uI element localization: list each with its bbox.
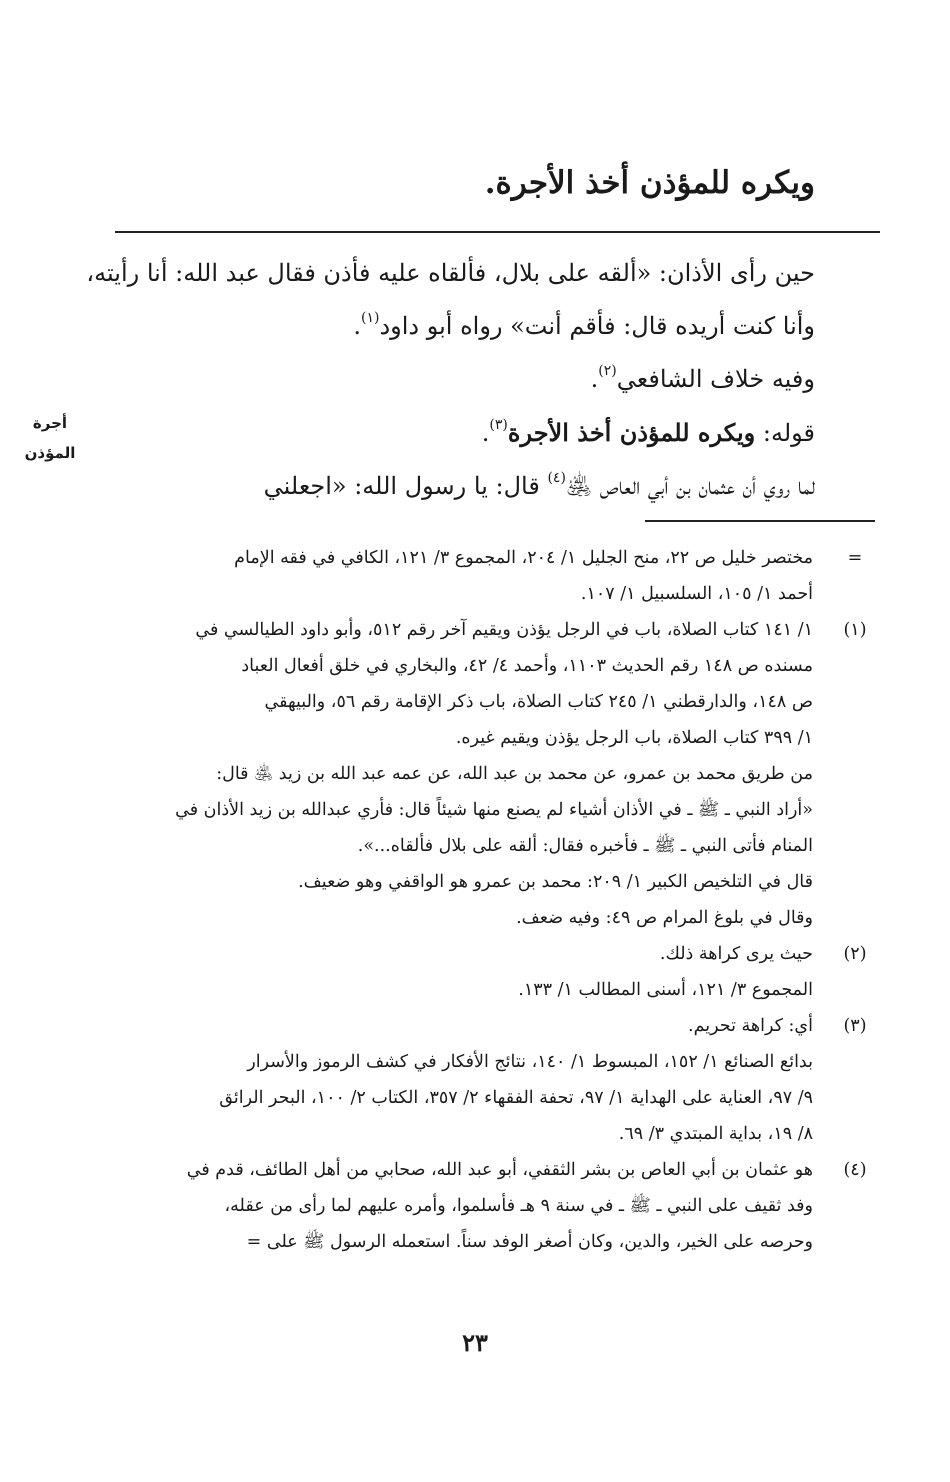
footnote-ref-4[interactable]: (٤) — [547, 470, 566, 486]
body-line-3 — [75, 353, 815, 406]
footnote-divider — [645, 520, 875, 522]
footnote-continuation — [75, 540, 875, 612]
footnote-line: وفد ثقيف على النبي ـ ﷺ ـ في سنة ٩ هـ فأسلموا، وأمره عليهم لما رأى من عقله، — [224, 1196, 813, 1216]
footnote-line: المنام فأتى النبي ـ ﷺ ـ فأخبره فقال: ألقه على بلال فألقاه...». — [357, 836, 813, 856]
footnote-line: ٨/ ١٩، بداية المبتدي ٣/ ٦٩. — [618, 1124, 813, 1144]
footnote-line: قال في التلخيص الكبير ١/ ٢٠٩: محمد بن عمرو هو الواقفي وهو ضعيف. — [298, 872, 813, 892]
footnote-line: أحمد ١/ ١٠٥، السلسبيل ١/ ١٠٧. — [580, 584, 813, 604]
footnote-2 — [75, 936, 875, 1008]
body-line-4 — [75, 406, 815, 460]
main-text — [75, 247, 815, 513]
footnote-line: وقال في بلوغ المرام ص ٤٩: وفيه ضعف. — [516, 908, 813, 928]
body-line-5-end: قال: يا رسول الله: «اجعلني — [263, 472, 548, 500]
body-line-2-end: . — [353, 312, 361, 340]
footnote-line: المجموع ٣/ ١٢١، أسنى المطالب ١/ ١٣٣. — [518, 980, 813, 1000]
header-divider — [115, 231, 880, 233]
footnote-line: مسنده ص ١٤٨ رقم الحديث ١١٠٣، وأحمد ٤/ ٤٢، والبخاري في خلق أفعال العباد — [241, 656, 813, 676]
matn-heading: ويكره للمؤذن أخذ الأجرة — [507, 418, 756, 447]
footnote-line: ١/ ١٤١ كتاب الصلاة، باب في الرجل يؤذن ويقيم آخر رقم ٥١٢، وأبو داود الطيالسي في — [195, 620, 813, 640]
footnote-ref-2[interactable]: (٢) — [598, 363, 617, 379]
body-line-4-prefix: قوله: — [755, 419, 815, 447]
footnote-line: من طريق محمد بن عمرو، عن محمد بن عبد الله، عن عمه عبد الله بن زيد ﵁ قال: — [216, 764, 813, 784]
footnote-line: مختصر خليل ص ٢٢، منح الجليل ١/ ٢٠٤، المجموع ٣/ ١٢١، الكافي في فقه الإمام — [234, 548, 813, 568]
body-line-2 — [75, 300, 815, 353]
footnote-line: ٩/ ٩٧، العناية على الهداية ١/ ٩٧، تحفة الفقهاء ٢/ ٣٥٧، الكتاب ٢/ ١٠٠، البحر الرائق — [219, 1088, 813, 1108]
body-line-1: حين رأى الأذان: «ألقه على بلال، فألقاه عليه فأذن فقال عبد الله: أنا رأيته، — [86, 259, 815, 287]
footnote-line: بدائع الصنائع ١/ ١٥٢، المبسوط ١/ ١٤٠، نتائج الأفكار في كشف الرموز والأسرار — [247, 1052, 813, 1072]
footnote-1-mark: (١) — [843, 620, 867, 640]
footnote-4 — [75, 1152, 875, 1260]
footnotes — [75, 540, 875, 1260]
footnote-1 — [75, 612, 875, 936]
footnote-3-mark: (٣) — [843, 1016, 867, 1036]
body-line-4-end: . — [481, 419, 490, 447]
body-line-5 — [75, 460, 815, 513]
margin-note-line1: أجرة — [32, 414, 68, 432]
margin-note-line2: المؤذن — [24, 444, 76, 462]
body-line-2-text: وأنا كنت أريده قال: فأقم أنت» رواه أبو داود — [379, 312, 815, 340]
footnote-line: وحرصه على الخير، والدين، وكان أصغر الوفد سناً. استعمله الرسول ﷺ على = — [246, 1232, 813, 1252]
footnote-line: هو عثمان بن أبي العاص بن بشر الثقفي، أبو عبد الله، صحابي من أهل الطائف، قدم في — [186, 1160, 813, 1180]
footnote-4-mark: (٤) — [843, 1160, 867, 1180]
body-line-5-text: لما روي أن عثمان بن أبي العاص ﵁ — [565, 472, 815, 500]
body-line-3-text: وفيه خلاف الشافعي — [616, 365, 815, 393]
footnote-line: أي: كراهة تحريم. — [688, 1016, 813, 1036]
body-line-3-end: . — [590, 365, 599, 393]
page-header-title: ويكره للمؤذن أخذ الأجرة. — [484, 165, 815, 201]
footnote-ref-3[interactable]: (٣) — [489, 417, 508, 433]
footnote-ref-1[interactable]: (١) — [360, 310, 380, 326]
footnote-line: ١/ ٣٩٩ كتاب الصلاة، باب الرجل يؤذن ويقيم غيره. — [455, 728, 813, 748]
footnote-line: حيث يرى كراهة ذلك. — [659, 944, 813, 964]
footnote-line: ص ١٤٨، والدارقطني ١/ ٢٤٥ كتاب الصلاة، باب ذكر الإقامة رقم ٥٦، والبيهقي — [264, 692, 813, 712]
footnote-3 — [75, 1008, 875, 1152]
continuation-mark: = — [847, 548, 863, 568]
footnote-2-mark: (٢) — [843, 944, 867, 964]
footnote-line: «أراد النبي ـ ﷺ ـ في الأذان أشياء لم يصنع منها شيئاً قال: فأري عبدالله بن زيد الأذان في — [175, 800, 813, 820]
page-number: ٢٣ — [462, 1328, 488, 1357]
